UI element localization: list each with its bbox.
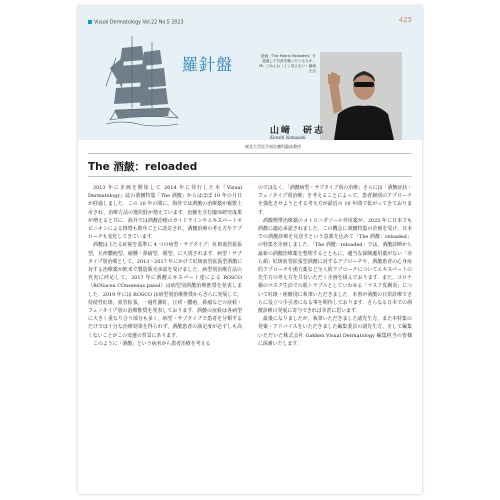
- author-name: 山﨑 研志: [270, 126, 326, 136]
- journal-page: [78, 6, 422, 494]
- photo-caption: 絵画「The Matrix Reloaded」を意識して写真を撮ったつもりが、Mi. ごめんね（よく見えない）藤崎正志: [259, 54, 316, 73]
- paragraph: 最後になりましたが，執筆いただきました諸先生方，また本特集の発案・アドバイスをいただきました編集委員の諸先生方，そして編集いただいた株式会社 Gakken Visual Dermatology 編集担当の皆様に深謝いたします．: [258, 316, 412, 347]
- divider: [88, 153, 412, 154]
- column-title: 羅針盤: [182, 55, 234, 74]
- divider: [88, 176, 412, 177]
- paragraph: このように「酒皶」という病名から患者治療を考える: [93, 340, 211, 347]
- paragraph: 2013 年に企画を開始して 2014 年に発行した本『Visual Dermatology』誌の酒皶特集「The 酒皶」からはほぼ 10 年の月日が経過しました．この 10 年の間に，海外では酒皶の治療薬が複数上市され，治療方法の選択肢が増えています．治験を含む臨床研究成果が増えると共に，海外では酒皶治療のガイドラインやエキスパートオピニオンによる推奨も数年ごとに改訂され，酒皶治療の考え方やアプローチも変化してきています．: [88, 185, 242, 241]
- body-column-right: [258, 184, 412, 348]
- body-column-left: [88, 184, 242, 348]
- author-photo: [320, 52, 402, 140]
- journal-header: [88, 20, 184, 26]
- sailing-ship-icon: [102, 28, 182, 128]
- author-affiliation: 東北大学医学部皮膚科臨床教授: [245, 144, 301, 149]
- author-romaji: Kenshi Yamasaki: [270, 135, 306, 140]
- paragraph: 酒皶は主たる症候を基準に 4 つの病型・サブタイプ：紅斑血管拡張型，丘疹膿疱型，瘤腫・鼻瘤型，眼型，に大別されます．病型・サブタイプ別治療として，2013〜2017 年にかけて紅斑血管拡張型酒皶に対する治療薬が欧米で製造販売承認を受けました．病型別治療方法の充実に呼応して，2017 年に酒皶エキスパート達による ROSCO（ROSacea COnsensus panel）は病型別酒皶治療推奨を発表しました．2019 年には ROSCO は病型別治療推奨からさらに発展して，持続性紅斑，血管拡張，一過性潮紅，丘疹・膿疱，鼻瘤などの症候・フェノタイプ別の治療推奨を発表しております．酒皶の症候は各病型に大きく重なり合う部分も多く，病型・サブタイプで患者を分類するだけでは十分な治療効果を得られず，酒皶患者の満足度が必ずしも高くないことがこの変遷の背景にあります．: [88, 242, 242, 339]
- author-portrait-icon: [320, 52, 402, 140]
- paragraph: のではなく，「酒皶病型・サブタイプ別の治療」さらには「酒皶症状・フェノタイプ別治療」を考えることによって，患者個別のアプローチを強化させようとする考え方が最近の 10 年間で拡がってきております．: [258, 185, 412, 216]
- square-bullet-icon: [88, 20, 92, 24]
- page-number: 425: [398, 16, 412, 24]
- paragraph: 酒皶標準治療薬のメトロニダゾール外用薬が，2022 年に日本でも酒皶に適応承認されました．この機会に酒皶特集の企画を受け，日本での酒皶診療を見直すという意義を込めて「The 酒皶：reloaded」の特集を企画しました．「The 酒皶：reloaded」では，酒皶診断から最新の酒皶治療薬を整理するとともに，適当な保険適用薬がない「赤ら顔」紅斑血管拡張型酒皶に対するアプローチや，酒皶患者の心身症的アプローチや漢方薬など全人的アプローチについてエキスパートの先生方の考え方を共有いただく企画を組んでおります．また，コロナ禍のマスク生活での肌トラブルとしていわゆる「マスク皮膚炎」について紅斑・痤瘡別に執筆いただきました．本書が酒皶の日常診療でさらに役立つ手引書になる事を期待しております．さらなる日本での酒皶診療の発展に寄与できれば幸甚に思います．: [258, 217, 412, 315]
- article-title: The 酒皶：reloaded: [88, 161, 198, 173]
- journal-name: Visual Dermatology Vol.22 No.5 2023: [94, 20, 184, 26]
